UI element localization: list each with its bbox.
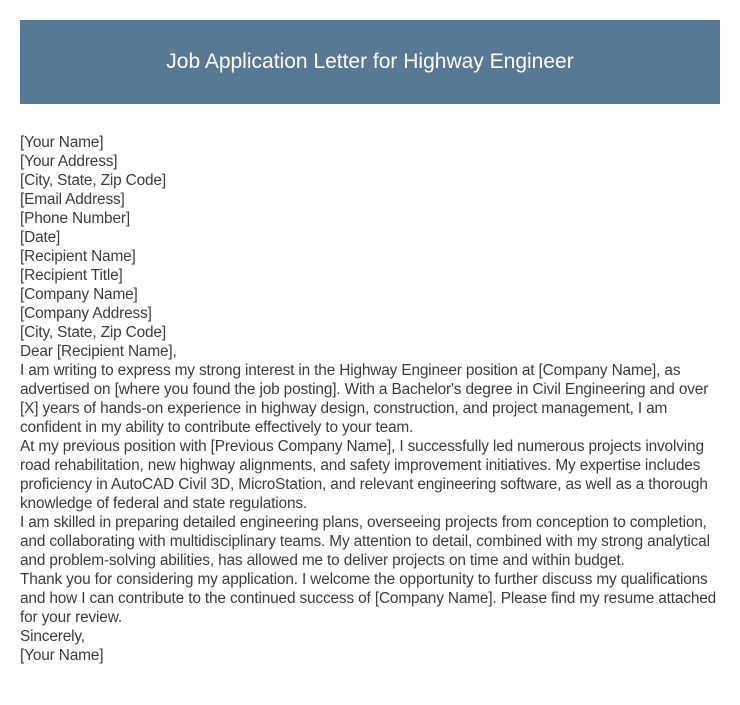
letter-date: [Date]	[20, 229, 61, 246]
closing: Sincerely,	[20, 628, 85, 645]
body-paragraph-1: I am writing to express my strong interest in the Highway Engineer position at [Company Name], as advertised on [where you found the job posting]. With a Bachelor's degree in Civil Engineering and over [X] years of hands-on experience in highway design, construction, and project management, I am confident in my ability to contribute effectively to your team.	[20, 362, 709, 436]
recipient-city-state-zip: [City, State, Zip Code]	[20, 324, 166, 341]
signature: [Your Name]	[20, 647, 104, 664]
recipient-company-address: [Company Address]	[20, 305, 152, 322]
letter-body	[20, 133, 725, 665]
sender-name: [Your Name]	[20, 134, 104, 151]
sender-city-state-zip: [City, State, Zip Code]	[20, 172, 166, 189]
recipient-title: [Recipient Title]	[20, 267, 123, 284]
page-title: Job Application Letter for Highway Engineer	[166, 50, 574, 73]
body-paragraph-3: I am skilled in preparing detailed engineering plans, overseeing projects from conception to completion, and collaborating with multidisciplinary teams. My attention to detail, combined with my strong analytical and problem-solving abilities, has allowed me to deliver projects on time and within budget.	[20, 514, 710, 569]
sender-email: [Email Address]	[20, 191, 125, 208]
body-paragraph-2: At my previous position with [Previous Company Name], I successfully led numerous projects involving road rehabilitation, new highway alignments, and safety improvement initiatives. My expertise includes proficiency in AutoCAD Civil 3D, MicroStation, and relevant engineering software, as well as a thorough knowledge of federal and state regulations.	[20, 438, 708, 512]
body-paragraph-4: Thank you for considering my application. I welcome the opportunity to further discuss my qualifications and how I can contribute to the continued success of [Company Name]. Please find my resume attached for your review.	[20, 571, 717, 626]
sender-address: [Your Address]	[20, 153, 118, 170]
sender-block	[20, 133, 725, 247]
sender-phone: [Phone Number]	[20, 210, 130, 227]
recipient-name: [Recipient Name]	[20, 248, 136, 265]
recipient-company: [Company Name]	[20, 286, 138, 303]
recipient-block	[20, 247, 725, 342]
header-banner	[20, 20, 720, 104]
salutation: Dear [Recipient Name],	[20, 343, 177, 360]
